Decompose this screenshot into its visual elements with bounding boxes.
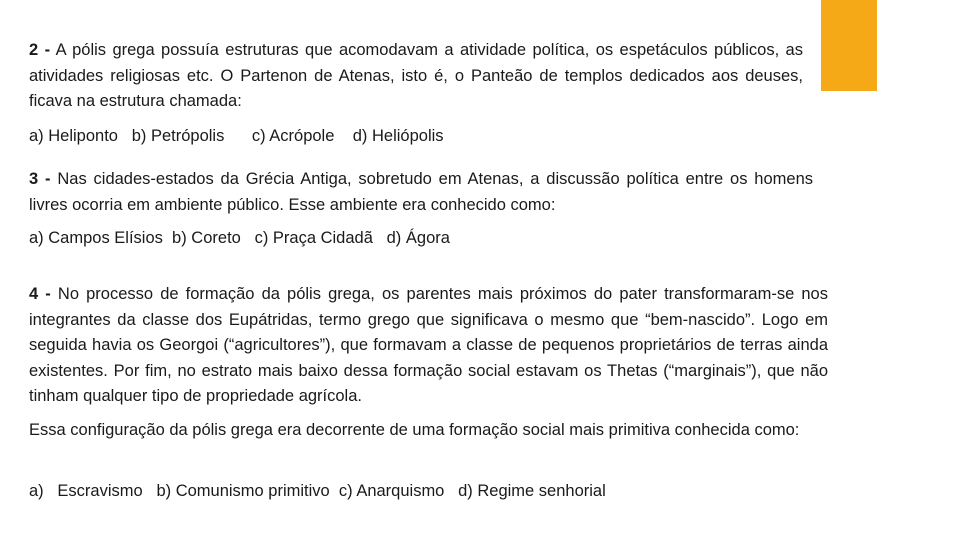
accent-bar: [821, 0, 877, 91]
question-4-text: No processo de formação da pólis grega, os parentes mais próximos do pater transformaram-se nos integrantes da classe dos Eupátridas, termo grego que significava o mesmo que “bem-nascido”. Logo em seguida havia os Georgoi (“agricultores”), que formavam a classe de pequenos proprietários de terras ainda existentes. Por fim, no estrato mais baixo dessa formação social estavam os Thetas (“marginais”), que não tinham qualquer tipo de propriedade agrícola.: [29, 285, 828, 405]
question-4-number: 4 -: [29, 285, 51, 303]
question-2-text: A pólis grega possuía estruturas que acomodavam a atividade política, os espetáculos públicos, as atividades religiosas etc. O Partenon de Atenas, isto é, o Panteão de templos dedicados aos deuses, ficava na estrutura chamada:: [29, 41, 803, 110]
question-4-options: a) Escravismo b) Comunismo primitivo c) Anarquismo d) Regime senhorial: [29, 482, 606, 500]
question-3-text: Nas cidades-estados da Grécia Antiga, sobretudo em Atenas, a discussão política entre os homens livres ocorria em ambiente público. Esse ambiente era conhecido como:: [29, 170, 814, 214]
question-3-number: 3 -: [29, 170, 51, 188]
question-3: [29, 167, 813, 218]
question-2-number: 2 -: [29, 41, 51, 59]
question-3-options: a) Campos Elísios b) Coreto c) Praça Cidadã d) Ágora: [29, 229, 450, 247]
question-4-prompt: Essa configuração da pólis grega era decorrente de uma formação social mais primitiva conhecida como:: [29, 421, 800, 439]
question-4: [29, 282, 828, 410]
question-2: [29, 38, 803, 115]
question-2-options: a) Heliponto b) Petrópolis c) Acrópole d) Heliópolis: [29, 127, 444, 145]
